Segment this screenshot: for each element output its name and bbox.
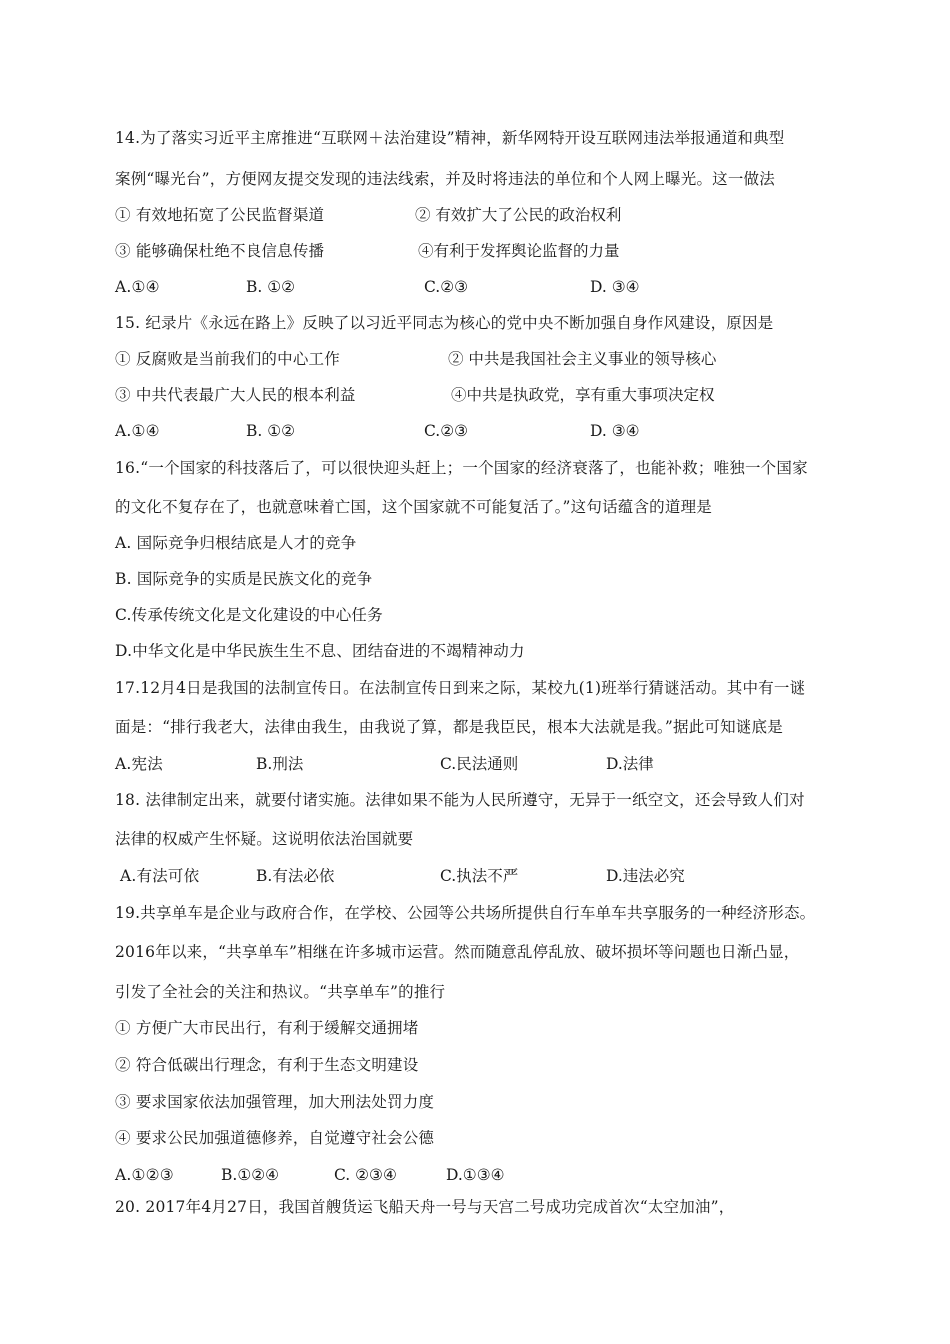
q15-option-c: C.②③ [424,422,469,440]
q18-option-b: B.有法必依 [256,867,335,885]
q15-stem-line-1: 15. 纪录片《永远在路上》反映了以习近平同志为核心的党中央不断加强自身作风建设，原因是 [115,314,774,332]
q14-statement-4: ④有利于发挥舆论监督的力量 [418,242,620,260]
q18-option-c: C.执法不严 [440,867,519,885]
q16-stem-line-2: 的文化不复存在了，也就意味着亡国，这个国家就不可能复活了。”这句话蕴含的道理是 [115,498,712,516]
q16-option-d: D.中华文化是中华民族生生不息、团结奋进的不竭精神动力 [115,642,525,660]
q17-option-b: B.刑法 [256,755,304,773]
q14-stem-line-2: 案例“曝光台”，方便网友提交发现的违法线索，并及时将违法的单位和个人网上曝光。这一做法 [115,170,775,188]
q14-option-d: D. ③④ [590,278,640,296]
q16-option-b: B. 国际竞争的实质是民族文化的竞争 [115,570,373,588]
q19-stem-line-3: 引发了全社会的关注和热议。“共享单车”的推行 [115,983,446,1001]
q20-stem-line-1: 20. 2017年4月27日，我国首艘货运飞船天舟一号与天宫二号成功完成首次“太空加油”， [115,1198,735,1216]
q19-stem-line-1: 19.共享单车是企业与政府合作，在学校、公园等公共场所提供自行车单车共享服务的一种经济形态。 [115,904,816,922]
q15-statement-2: ② 中共是我国社会主义事业的领导核心 [448,350,717,368]
q16-stem-line-1: 16.“一个国家的科技落后了，可以很快迎头赶上；一个国家的经济衰落了，也能补救；唯独一个国家 [115,459,808,477]
q17-option-c: C.民法通则 [440,755,519,773]
q19-option-c: C. ②③④ [334,1166,397,1184]
q19-statement-3: ③ 要求国家依法加强管理，加大刑法处罚力度 [115,1093,435,1111]
q14-statement-2: ② 有效扩大了公民的政治权利 [415,206,622,224]
q19-option-d: D.①③④ [446,1166,505,1184]
q18-option-a: A.有法可依 [120,867,200,885]
q14-option-a: A.①④ [115,278,160,296]
q17-option-a: A.宪法 [115,755,163,773]
q18-option-d: D.违法必究 [606,867,685,885]
q19-option-a: A.①②③ [115,1166,174,1184]
q15-statement-3: ③ 中共代表最广大人民的根本利益 [115,386,356,404]
q14-statement-1: ① 有效地拓宽了公民监督渠道 [115,206,325,224]
q19-stem-line-2: 2016年以来，“共享单车”相继在许多城市运营。然而随意乱停乱放、破坏损坏等问题也日渐凸显， [115,943,800,961]
q16-option-a: A. 国际竞争归根结底是人才的竞争 [115,534,357,552]
q19-option-b: B.①②④ [221,1166,280,1184]
q18-stem-line-1: 18. 法律制定出来，就要付诸实施。法律如果不能为人民所遵守，无异于一纸空文，还会导致人们对 [115,791,805,809]
q15-option-a: A.①④ [115,422,160,440]
q17-stem-line-2: 面是：“排行我老大，法律由我生，由我说了算，都是我臣民，根本大法就是我。”据此可知谜底是 [115,718,783,736]
q15-option-d: D. ③④ [590,422,640,440]
q14-stem-line-1: 14.为了落实习近平主席推进“互联网＋法治建设”精神，新华网特开设互联网违法举报通道和典型 [115,129,785,147]
q19-statement-4: ④ 要求公民加强道德修养，自觉遵守社会公德 [115,1129,435,1147]
q17-stem-line-1: 17.12月4日是我国的法制宣传日。在法制宣传日到来之际，某校九(1)班举行猜谜活动。其中有一谜 [115,679,806,697]
q15-statement-4: ④中共是执政党，享有重大事项决定权 [451,386,715,404]
q14-statement-3: ③ 能够确保杜绝不良信息传播 [115,242,325,260]
q19-statement-1: ① 方便广大市民出行，有利于缓解交通拥堵 [115,1019,419,1037]
q14-option-c: C.②③ [424,278,469,296]
q18-stem-line-2: 法律的权威产生怀疑。这说明依法治国就要 [115,830,414,848]
q17-option-d: D.法律 [606,755,654,773]
q16-option-c: C.传承传统文化是文化建设的中心任务 [115,606,383,624]
q19-statement-2: ② 符合低碳出行理念，有利于生态文明建设 [115,1056,419,1074]
q14-option-b: B. ①② [246,278,296,296]
q15-statement-1: ① 反腐败是当前我们的中心工作 [115,350,340,368]
q15-option-b: B. ①② [246,422,296,440]
